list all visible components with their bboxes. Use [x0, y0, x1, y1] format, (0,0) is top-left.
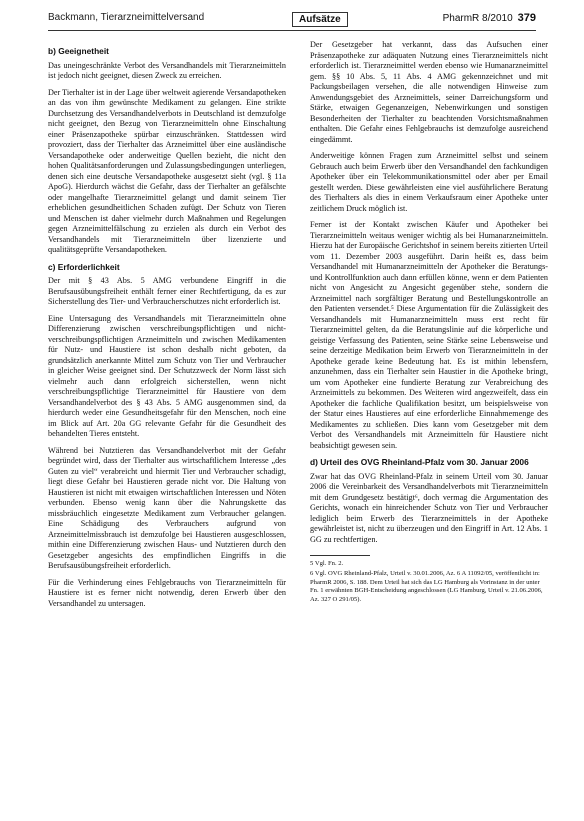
paragraph: Ferner ist der Kontakt zwischen Käufer und Apotheker bei Tierarzneimitteln weitaus weniger wichtig als bei Humanarzneimitteln. Hierzu hat der Europäische Gerichtshof in seinem bereits zitierten Urteil vom 11. Dezember 2003 ausgeführt. Darin heißt es, dass beim Versandhandel mit Humanarzneimitteln der Apotheker die Beratungs- und Kontrollfunktion auch dann erfüllen könne, wenn er dem Patienten nicht von Angesicht zu Angesicht gegenüber stehe, sondern die Arzneimittel nach sorgfältiger Beratung und Bestellungskontrolle an den Patienten versendet.⁵ Diese Argumentation für die Zulässigkeit des Versandhandels mit Humanarzneimitteln muss erst recht für Tierarzneimittel gelten, da die Beratungslinie auf die körperliche und geistige Verfassung des Patienten, seine Stärke seine Lebensweise und seine derzeitige Medikation beim Erwerb von Tierarzneimitteln in der Apotheke gerade keine Bedeutung hat. Es ist mithin lebensfern, anzunehmen, dass ein Tierhalter sein Haustier in die Apotheke bringt, um vom Apotheker eine fundierte Beratung zur Verabreichung des Arzneimittels zu bekommen. Des Weiteren wird angezweifelt, dass ein Apotheker die fachliche Qualifikation besitzt, um beispielsweise von der Statur eines Haustieres auf eine erforderliche Einnahmemenge des Medikamentes zu schließen. Dies kann vom Gesetzgeber mit dem Verbot des Versandhandels mit Arzneimitteln für Haustiere nicht beabsichtigt gewesen sein.: [310, 220, 548, 450]
paragraph: Das uneingeschränkte Verbot des Versandhandels mit Tierarzneimitteln ist jedoch nicht geeignet, diesen Zweck zu erreichen.: [48, 60, 286, 80]
journal-info: [443, 12, 536, 24]
journal-name: PharmR 8/2010: [442, 13, 513, 24]
page-number: 379: [517, 12, 536, 24]
heading-urteil-ovg: d) Urteil des OVG Rheinland-Pfalz vom 30. Januar 2006: [310, 457, 529, 467]
right-column: [310, 40, 548, 606]
heading-erforderlichkeit: c) Erforderlichkeit: [48, 261, 120, 272]
left-column: [48, 40, 286, 615]
paragraph: Anderweitige können Fragen zum Arzneimittel selbst und seinem Gebrauch auch beim Erwerb über den Versandhandel den fachkundigen Apotheker über ein Telekommunikationsmittel oder aber per Email gestellt werden. Diese gewährleisten eine viel ausführlichere Beratung des Tierhalters als dies in einem Verkaufsraum einer Apotheke unter zeitlichem Druck möglich ist.: [310, 151, 548, 213]
header-rule: [48, 30, 536, 31]
paragraph: Der Tierhalter ist in der Lage über weltweit agierende Versandapotheken an das von ihm gewünschte Medikament zu gelangen. Eine strikte Durchsetzung des Versandhandelverbots in Deutschland ist demzufolge nicht geeignet, den Bezug von Tierarzneimitteln ohne Einschaltung einer Präsenzapotheke spürbar einzuschränken. Stattdessen wird provoziert, dass der Tierhalter das Arzneimittel über eine ausländische Versandapotheke oder anderweitige Quellen bezieht, die nicht den hohen Qualitätsanforderungen und Zulassungsbedingungen unterliegen, denen sich eine deutsche Versandapotheke ausgesetzt sieht (vgl. § 11a ApoG). Hierdurch wächst die Gefahr, dass der Tierhalter an gefälschte oder mangelhafte Tierarzneimittel gelangt und damit seinem Tier erheblichen gesundheitlichen Schaden zufügt. Der Schutz von Tieren und Menschen ist daher vielmehr durch Maßnahmen und Regelungen gegen Arzneimittelfälschung zu erzielen als durch ein Verbot des Versandhandels mit Tierarzneimitteln über lizenzierte und qualitätsgeprüfte Versandapotheken.: [48, 87, 286, 254]
paragraph: Eine Untersagung des Versandhandels mit Tierarzneimitteln ohne Differenzierung zwischen verschreibungspflichtigen und nicht-verschreibungspflichtigen Arzneimitteln und zwischen Medikamenten für Nutz- und Haustiere ist schon deshalb nicht geboten, da grundsätzlich anerkannte Mittel zum Schutz von Tier und Verbraucher in gleicher Weise geeignet sind. Der Schutzzweck der Norm lässt sich vielmehr auch dann erfolgreich sicherstellen, wenn nicht verschreibungspflichtige Tierarzneimittel für Haustiere von dem Versandhandelverbot des § 43 Abs. 5 AMG ausgenommen sind, da hierdurch weder eine Gesundheitsgefahr für den Menschen, noch eine im Blick auf Art. 20a GG relevante Gefahr für die Gesundheit des behandelten Tieres entsteht.: [48, 313, 286, 438]
footnote-rule: [310, 555, 370, 556]
footnote-5: 5 Vgl. Fn. 2.: [310, 560, 344, 567]
paragraph: Zwar hat das OVG Rheinland-Pfalz in seinem Urteil vom 30. Januar 2006 die Vereinbarkeit des Versandhandelverbots mit Tierarzneimitteln mit dem Grundgesetz bestätigt⁶, doch vermag die Argumentation des Gerichts, wonach ein hinreichender Schutz von Tier und Verbraucher lediglich beim Erwerb des Tierarzneimittels in der Apotheke gewährleistet ist, nicht zu überzeugen und den Eingriff in Art. 12 Abs. 1 GG zu rechtfertigen.: [310, 471, 548, 544]
heading-geeignetheit: b) Geeignetheit: [48, 46, 109, 56]
paragraph: Für die Verhinderung eines Fehlgebrauchs von Tierarzneimitteln für Haustiere ist es ferner nicht notwendig, deren Erwerb über den Versandhandel zu untersagen.: [48, 577, 286, 608]
paragraph: Während bei Nutztieren das Versandhandelverbot mit der Gefahr begründet wird, dass der Tierhalter aus wirtschaftlichem Interesse „des Guten zu viel“ verabreicht und hiermit Tier und Verbraucher schadigt, liegt diese Gefahr bei Haustieren gerade nicht vor. Die Haltung von Haustieren ist nicht mit etwaigen wirtschaftlichen Interessen und Nöten verbunden. Ebenso wenig kann über die Nahrungskette das missbräuchlich eingesetzte Medikament zum Verbraucher gelangen. Eine Schädigung des Verbrauchers aufgrund von Arzneimittelmissbrauch ist demzufolge bei Haustieren ausgeschlossen, mithin eine Differenzierung zwischen Haus- und Nutztieren durch den Gesetzgeber angesichts des empfindlichen Eingriffs in die Berufsausübungsfreiheit erforderlich.: [48, 445, 286, 570]
section-label: Aufsätze: [292, 12, 348, 27]
paragraph: Der Gesetzgeber hat verkannt, dass das Aufsuchen einer Präsenzapotheke zur adäquaten Nutzung eines Tierarzneimittels nicht erforderlich ist. Tierarzneimittel werden ebenso wie Humanarzneimittel gem. §§ 10 Abs. 5, 11 Abs. 4 AMG gekennzeichnet und mit Packungsbeilagen versehen, die alle notwendigen Hinweise zum Anwendungsgebiet des Arzneimittels, seiner Darreichungsform und Stärke, etwaigen Gegenanzeigen, Nebenwirkungen und sonstigen Besonderheiten der Tierhalter zu beachtenden Vorsichtsmaßnahmen enthalten. Die Gefahr eines Fehlgebrauchs ist demzufolge ausreichend eingedämmt.: [310, 40, 548, 144]
paragraph: Der mit § 43 Abs. 5 AMG verbundene Eingriff in die Berufsausübungsfreiheit enthält ferner einer Rechtfertigung, da es zur Sicherstellung des Tier- und Verbraucherschutzes nicht erforderlich ist.: [48, 276, 286, 306]
running-title: Backmann, Tierarzneimittelversand: [48, 12, 205, 23]
footnote-6: 6 Vgl. OVG Rheinland-Pfalz, Urteil v. 30.01.2006, Az. 6 A 11092/05, veröffentlicht in: PharmR 2006, S. 188. Dem Urteil hat sich das LG Hamburg als Vorinstanz in der unter Fn. 1 erwähnten BGH-Entscheidung angeschlossen (LG Hamburg, Urteil v. 21.06.2006, Az. 327 O 291/05).: [310, 570, 543, 603]
